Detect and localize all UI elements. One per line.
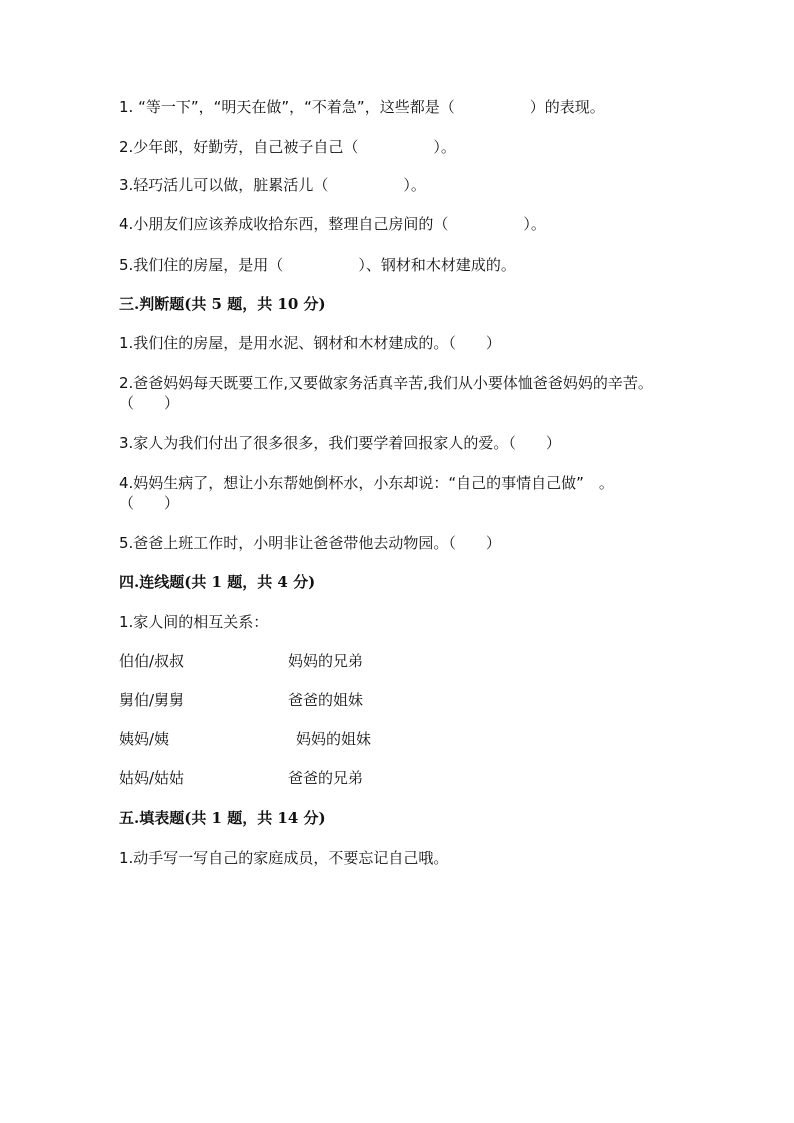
- judge-question-4-line-2: （ ）: [119, 494, 180, 512]
- matching-right-item: 妈妈的姐妹: [296, 730, 372, 748]
- fill-blank-question-3: 3.轻巧活儿可以做，脏累活儿（ ）。: [119, 176, 426, 194]
- fill-blank-question-4: 4.小朋友们应该养成收拾东西，整理自己房间的（ ）。: [119, 215, 546, 233]
- judge-question-2: 2.爸爸妈妈每天既要工作,又要做家务活真辛苦,我们从小要体恤爸爸妈妈的辛苦。（ ）: [119, 374, 653, 412]
- fill-table-question-1: 1.动手写一写自己的家庭成员，不要忘记自己哦。: [119, 849, 449, 867]
- fill-blank-question-2: 2.少年郎，好勤劳，自己被子自己（ ）。: [119, 138, 456, 156]
- judge-question-5: 5.爸爸上班工作时，小明非让爸爸带他去动物园。（ ）: [119, 534, 501, 552]
- section-4-heading: 四.连线题(共 1 题，共 4 分): [119, 573, 316, 591]
- section-3-heading: 三.判断题(共 5 题，共 10 分): [119, 295, 326, 313]
- matching-left-item: 姨妈/姨: [119, 730, 170, 748]
- judge-question-1: 1.我们住的房屋，是用水泥、钢材和木材建成的。（ ）: [119, 334, 501, 352]
- section-5-heading: 五.填表题(共 1 题，共 14 分): [119, 809, 326, 827]
- matching-right-item: 妈妈的兄弟: [288, 652, 364, 670]
- judge-question-3: 3.家人为我们付出了很多很多，我们要学着回报家人的爱。（ ）: [119, 434, 561, 452]
- matching-right-item: 爸爸的兄弟: [288, 769, 364, 787]
- judge-question-4-line-1: 4.妈妈生病了，想让小东帮她倒杯水，小东却说：“自己的事情自己做” 。: [119, 474, 614, 492]
- matching-left-item: 舅伯/舅舅: [119, 691, 185, 709]
- fill-blank-question-1: 1. “等一下”，“明天在做”，“不着急”，这些都是（ ）的表现。: [119, 98, 605, 116]
- matching-left-item: 伯伯/叔叔: [119, 652, 185, 670]
- matching-question-1: 1.家人间的相互关系：: [119, 613, 269, 631]
- fill-blank-question-5: 5.我们住的房屋，是用（ ）、钢材和木材建成的。: [119, 256, 516, 274]
- matching-right-item: 爸爸的姐妹: [288, 691, 364, 709]
- matching-left-item: 姑妈/姑姑: [119, 769, 185, 787]
